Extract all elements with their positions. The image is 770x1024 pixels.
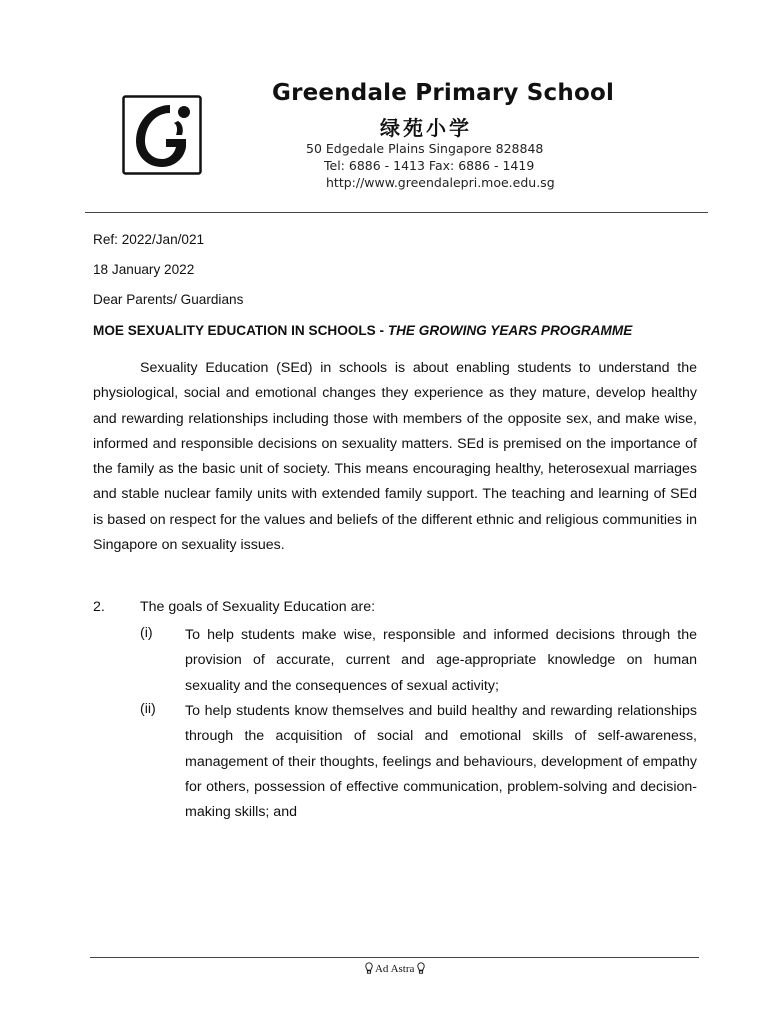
school-name: Greendale Primary School: [272, 80, 615, 106]
reference-number: Ref: 2022/Jan/021: [93, 232, 205, 247]
goal-text: To help students know themselves and build healthy and rewarding relationships through the acquisition of social and emotional skills of self-awareness, management of their thoughts, feelings and behaviours, development of empathy for others, possession of effective communication, problem-solving and decision-making skills; and: [185, 703, 697, 821]
lightbulb-icon: [417, 962, 425, 974]
lightbulb-icon: [365, 962, 373, 974]
school-address: 50 Edgedale Plains Singapore 828848: [306, 141, 544, 156]
salutation: Dear Parents/ Guardians: [93, 292, 244, 307]
school-contact: Tel: 6886 - 1413 Fax: 6886 - 1419: [324, 158, 535, 173]
footer-divider: [90, 957, 699, 958]
heading-programme: THE GROWING YEARS PROGRAMME: [387, 323, 633, 338]
school-name-chinese: 绿苑小学: [380, 116, 472, 140]
section-number: 2.: [93, 599, 105, 615]
intro-paragraph: Sexuality Education (SEd) in schools is about enabling students to understand the physiological, social and emotional changes they experience as they mature, develop healthy and rewarding relationships including those with members of the opposite sex, and make wise, informed and responsible decisions on sexuality matters. SEd is premised on the importance of the family as the basic unit of society. This means encouraging healthy, heterosexual marriages and stable nuclear family units with extended family support. The teaching and learning of SEd is based on respect for the values and beliefs of the different ethnic and religious communities in Singapore on sexuality issues.: [93, 360, 697, 554]
letter-heading: [93, 323, 632, 338]
goal-text: To help students make wise, responsible and informed decisions through the provision of accurate, current and age-appropriate knowledge on human sexuality and the consequences of sexual activity;: [185, 627, 697, 694]
goal-label: (ii): [140, 701, 156, 717]
school-website: http://www.greendalepri.moe.edu.sg: [326, 175, 555, 190]
section-text: The goals of Sexuality Education are:: [140, 599, 376, 615]
footer-motto: [355, 962, 435, 975]
greendale-g-logo-icon: [122, 95, 202, 175]
goal-label: (i): [140, 625, 153, 641]
letter-date: 18 January 2022: [93, 262, 195, 277]
heading-main: MOE SEXUALITY EDUCATION IN SCHOOLS -: [93, 323, 388, 338]
header-divider: [85, 212, 708, 213]
motto-text: Ad Astra: [374, 963, 415, 975]
